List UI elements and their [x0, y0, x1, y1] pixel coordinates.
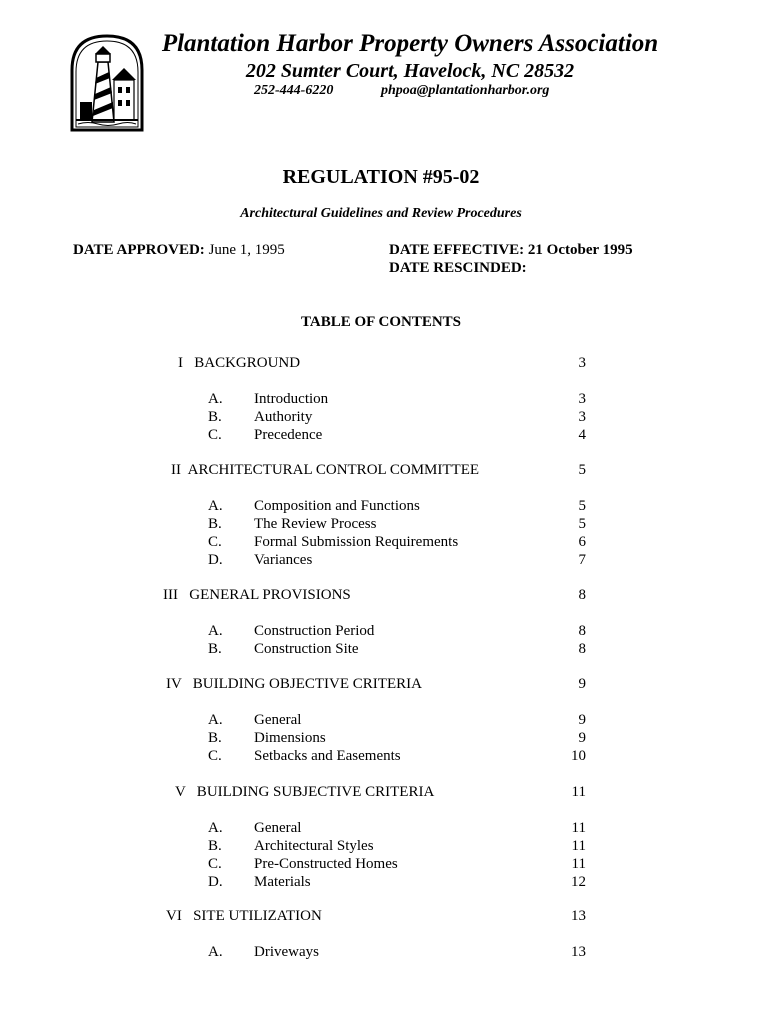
organization-email: phpoa@plantationharbor.org	[381, 83, 550, 98]
toc-item-label: Composition and Functions	[254, 498, 420, 514]
toc-item-letter: B.	[208, 409, 222, 425]
toc-section-page: 3	[578, 355, 586, 371]
toc-item-label: Precedence	[254, 427, 323, 443]
toc-item-page: 6	[578, 534, 586, 550]
toc-section-label: I BACKGROUND	[178, 355, 301, 371]
toc-item-letter: C.	[208, 856, 222, 872]
toc-item-label: Driveways	[254, 944, 319, 960]
organization-address: 202 Sumter Court, Havelock, NC 28532	[245, 60, 575, 82]
toc-item-letter: A.	[208, 498, 223, 514]
date-approved-value: June 1, 1995	[208, 242, 285, 258]
toc-item-letter: A.	[208, 391, 223, 407]
toc-item-page: 13	[571, 944, 586, 960]
date-approved-label: DATE APPROVED:	[73, 242, 205, 258]
toc-item-page: 11	[571, 856, 586, 872]
date-rescinded: DATE RESCINDED:	[389, 260, 527, 276]
toc-item-page: 5	[578, 498, 586, 514]
toc-item-page: 3	[578, 409, 586, 425]
toc-section-page: 13	[571, 908, 586, 924]
toc-item-page: 12	[571, 874, 586, 890]
toc-item-label: Construction Period	[254, 623, 375, 639]
toc-item-label: General	[254, 820, 302, 836]
toc-item-page: 3	[578, 391, 586, 407]
toc-item-page: 7	[578, 552, 586, 568]
regulation-title: REGULATION #95-02	[282, 166, 480, 188]
toc-item-letter: B.	[208, 516, 222, 532]
toc-item-letter: B.	[208, 641, 222, 657]
toc-section-label: IV BUILDING OBJECTIVE CRITERIA	[166, 676, 422, 692]
toc-section-page: 9	[578, 676, 586, 692]
toc-item-label: Construction Site	[254, 641, 359, 657]
toc-item-page: 5	[578, 516, 586, 532]
toc-item-letter: A.	[208, 944, 223, 960]
date-approved	[73, 242, 285, 259]
toc-item-page: 10	[571, 748, 586, 764]
toc-item-label: Architectural Styles	[254, 838, 374, 854]
toc-item-label: Introduction	[254, 391, 329, 407]
toc-item-letter: A.	[208, 623, 223, 639]
toc-title: TABLE OF CONTENTS	[300, 314, 462, 330]
toc-item-letter: B.	[208, 838, 222, 854]
toc-item-label: The Review Process	[254, 516, 377, 532]
toc-item-label: Pre-Constructed Homes	[254, 856, 398, 872]
toc-section-label: VI SITE UTILIZATION	[166, 908, 322, 924]
toc-section-page: 5	[578, 462, 586, 478]
toc-item-page: 8	[578, 641, 586, 657]
date-effective: DATE EFFECTIVE: 21 October 1995	[389, 242, 633, 258]
toc-item-letter: C.	[208, 748, 222, 764]
toc-item-page: 11	[571, 838, 586, 854]
toc-item-label: Setbacks and Easements	[254, 748, 401, 764]
toc-item-label: Materials	[254, 874, 311, 890]
toc-item-label: Authority	[254, 409, 313, 425]
toc-item-page: 9	[578, 730, 586, 746]
toc-item-letter: D.	[208, 874, 223, 890]
toc-section-label: II ARCHITECTURAL CONTROL COMMITTEE	[171, 462, 480, 478]
toc-item-letter: D.	[208, 552, 223, 568]
toc-item-letter: B.	[208, 730, 222, 746]
organization-phone: 252-444-6220	[254, 83, 334, 98]
toc-section-label: III GENERAL PROVISIONS	[163, 587, 351, 603]
toc-section-page: 8	[578, 587, 586, 603]
toc-item-letter: A.	[208, 712, 223, 728]
toc-item-page: 9	[578, 712, 586, 728]
toc-item-page: 8	[578, 623, 586, 639]
toc-item-label: Formal Submission Requirements	[254, 534, 459, 550]
toc-item-label: General	[254, 712, 302, 728]
toc-item-letter: C.	[208, 427, 222, 443]
toc-item-label: Dimensions	[254, 730, 326, 746]
toc-item-letter: A.	[208, 820, 223, 836]
toc-item-letter: C.	[208, 534, 222, 550]
toc-section-label: V BUILDING SUBJECTIVE CRITERIA	[175, 784, 435, 800]
toc-item-page: 11	[571, 820, 586, 836]
toc-item-page: 4	[578, 427, 586, 443]
toc-section-page: 11	[571, 784, 586, 800]
organization-name: Plantation Harbor Property Owners Association	[161, 30, 659, 57]
regulation-subtitle: Architectural Guidelines and Review Procedures	[240, 206, 522, 221]
toc-item-label: Variances	[254, 552, 313, 568]
